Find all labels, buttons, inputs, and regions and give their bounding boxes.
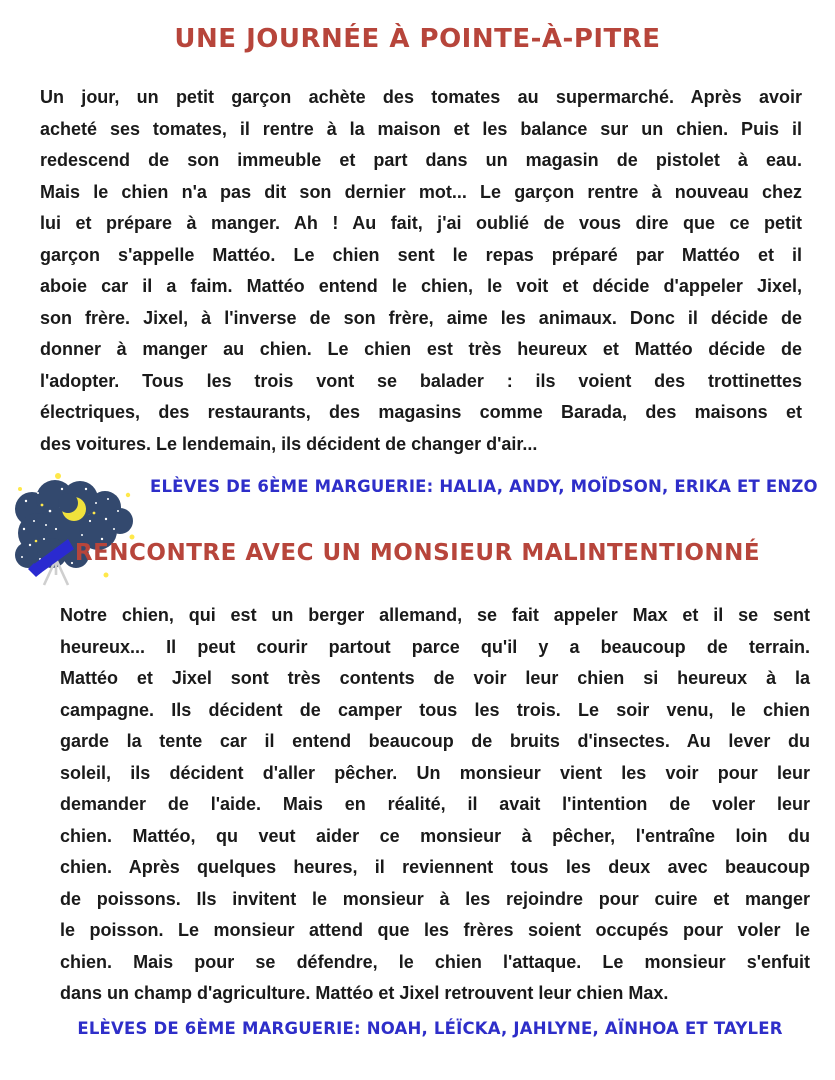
text-line: garçon s'appelle Mattéo. Le chien sent le repas préparé par Mattéo et il — [40, 244, 802, 265]
text-line: dans un champ d'agriculture. Mattéo et Jixel retrouvent leur chien Max. — [60, 983, 669, 1003]
text-line: garde la tente car il entend beaucoup de bruits d'insectes. Au lever du — [60, 731, 810, 751]
text-line: soleil, ils décident d'aller pêcher. Un monsieur vient les voir pour leur — [60, 762, 810, 783]
story2-title: RENCONTRE AVEC UN MONSIEUR MALINTENTIONNÉ — [74, 540, 761, 566]
text-line: donner à manger au chien. Le chien est très heureux et Mattéo décide de — [40, 339, 802, 359]
text-line: chien. Mais pour se défendre, le chien l'attaque. Le monsieur s'enfuit — [60, 951, 810, 972]
text-line: lui et prépare à manger. Ah ! Au fait, j'ai oublié de vous dire que ce petit — [40, 213, 802, 233]
text-line: Un jour, un petit garçon achète des tomates au supermarché. Après avoir — [40, 87, 802, 107]
story1-byline: ELÈVES DE 6ÈME MARGUERIE: HALIA, ANDY, MOÏDSON, ERIKA ET ENZO — [150, 477, 818, 496]
text-line: le poisson. Le monsieur attend que les frères soient occupés pour voler le — [60, 920, 810, 940]
text-line: aboie car il a faim. Mattéo entend le chien, le voit et décide d'appeler Jixel, — [40, 276, 802, 296]
story1-body — [40, 82, 802, 460]
night-sky-illustration-svg — [10, 471, 140, 591]
text-line: des voitures. Le lendemain, ils décident de changer d'air... — [40, 433, 538, 454]
story2-body — [60, 600, 810, 1010]
text-line: campagne. Ils décident de camper tous les trois. Le soir venu, le chien — [60, 699, 810, 720]
text-line: chien. Après quelques heures, il reviennent tous les deux avec beaucoup — [60, 857, 810, 877]
text-line: Mattéo et Jixel sont très contents de voir leur chien si heureux à la — [60, 668, 810, 688]
story1-title: UNE JOURNÉE À POINTE-À-PITRE — [174, 24, 661, 54]
text-line: son frère. Jixel, à l'inverse de son frère, aime les animaux. Donc il décide de — [40, 307, 802, 328]
text-line: redescend de son immeuble et part dans un magasin de pistolet à eau. — [40, 150, 802, 170]
text-line: acheté ses tomates, il rentre à la maison et les balance sur un chien. Puis il — [40, 118, 802, 139]
text-line: heureux... Il peut courir partout parce qu'il y a beaucoup de terrain. — [60, 636, 810, 657]
text-line: Mais le chien n'a pas dit son dernier mot... Le garçon rentre à nouveau chez — [40, 181, 802, 202]
story2-byline: ELÈVES DE 6ÈME MARGUERIE: NOAH, LÉÏCKA, JAHLYNE, AÏNHOA ET TAYLER — [77, 1019, 783, 1038]
text-line: demander de l'aide. Mais en réalité, il avait l'intention de voler leur — [60, 794, 810, 814]
text-line: Notre chien, qui est un berger allemand, se fait appeler Max et il se sent — [60, 605, 810, 625]
text-line: électriques, des restaurants, des magasins comme Barada, des maisons et — [40, 402, 802, 422]
night-sky-cloud-telescope-illustration — [10, 471, 140, 591]
text-line: chien. Mattéo, qu veut aider ce monsieur à pêcher, l'entraîne loin du — [60, 825, 810, 846]
text-line: de poissons. Ils invitent le monsieur à les rejoindre pour cuire et manger — [60, 888, 810, 909]
text-line: l'adopter. Tous les trois vont se balader : ils voient des trottinettes — [40, 370, 802, 391]
